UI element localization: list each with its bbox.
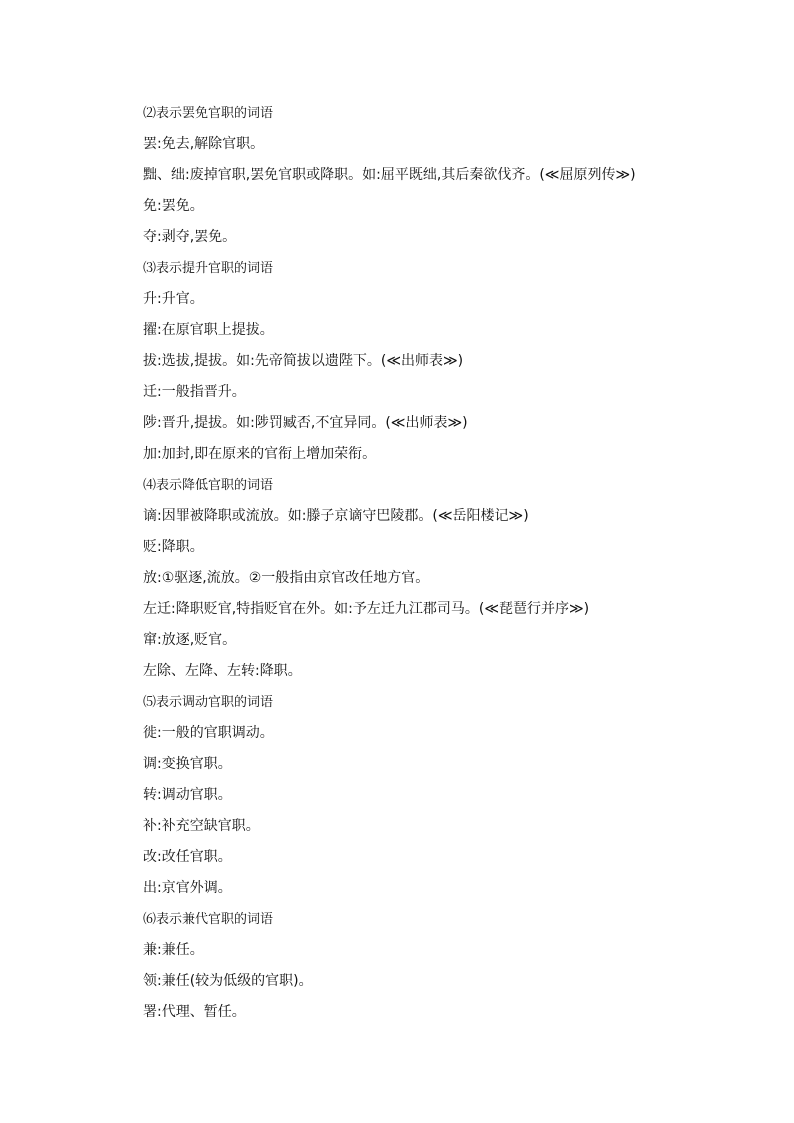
entry-line: 陟:晋升,提拔。如:陟罚臧否,不宜异同。(≪出师表≫) xyxy=(143,415,468,431)
entry-line: 左迁:降职贬官,特指贬官在外。如:予左迁九江郡司马。(≪琵琶行并序≫) xyxy=(143,601,590,617)
section-heading: ⑶表示提升官职的词语 xyxy=(143,261,274,276)
section-heading: ⑷表示降低官职的词语 xyxy=(143,478,274,493)
section-heading: ⑵表示罢免官职的词语 xyxy=(143,106,274,121)
entry-line: 迁:一般指晋升。 xyxy=(143,384,246,400)
entry-line: 领:兼任(较为低级的官职)。 xyxy=(143,973,313,989)
entry-line: 左除、左降、左转:降职。 xyxy=(143,663,302,679)
entry-line: 黜、绌:废掉官职,罢免官职或降职。如:屈平既绌,其后秦欲伐齐。(≪屈原列传≫) xyxy=(143,167,636,183)
entry-line: 调:变换官职。 xyxy=(143,756,232,772)
entry-line: 徙:一般的官职调动。 xyxy=(143,725,274,741)
section-heading: ⑸表示调动官职的词语 xyxy=(143,695,274,710)
entry-line: 谪:因罪被降职或流放。如:滕子京谪守巴陵郡。(≪岳阳楼记≫) xyxy=(143,508,529,524)
entry-line: 转:调动官职。 xyxy=(143,787,232,803)
entry-line: 放:①驱逐,流放。②一般指由京官改任地方官。 xyxy=(143,570,430,586)
entry-line: 署:代理、暂任。 xyxy=(143,1004,246,1020)
entry-line: 出:京官外调。 xyxy=(143,880,232,896)
entry-line: 加:加封,即在原来的官衔上增加荣衔。 xyxy=(143,446,377,462)
entry-line: 拔:选拔,提拔。如:先帝简拔以遗陛下。(≪出师表≫) xyxy=(143,353,464,369)
entry-line: 补:补充空缺官职。 xyxy=(143,818,260,834)
entry-line: 升:升官。 xyxy=(143,291,204,307)
entry-line: 改:改任官职。 xyxy=(143,849,232,865)
entry-line: 贬:降职。 xyxy=(143,539,204,555)
entry-line: 夺:剥夺,罢免。 xyxy=(143,229,237,245)
document-body xyxy=(143,98,763,1028)
entry-line: 窜:放逐,贬官。 xyxy=(143,632,237,648)
entry-line: 兼:兼任。 xyxy=(143,942,204,958)
entry-line: 免:罢免。 xyxy=(143,198,204,214)
section-heading: ⑹表示兼代官职的词语 xyxy=(143,912,274,927)
entry-line: 擢:在原官职上提拔。 xyxy=(143,322,274,338)
entry-line: 罢:免去,解除官职。 xyxy=(143,136,265,152)
